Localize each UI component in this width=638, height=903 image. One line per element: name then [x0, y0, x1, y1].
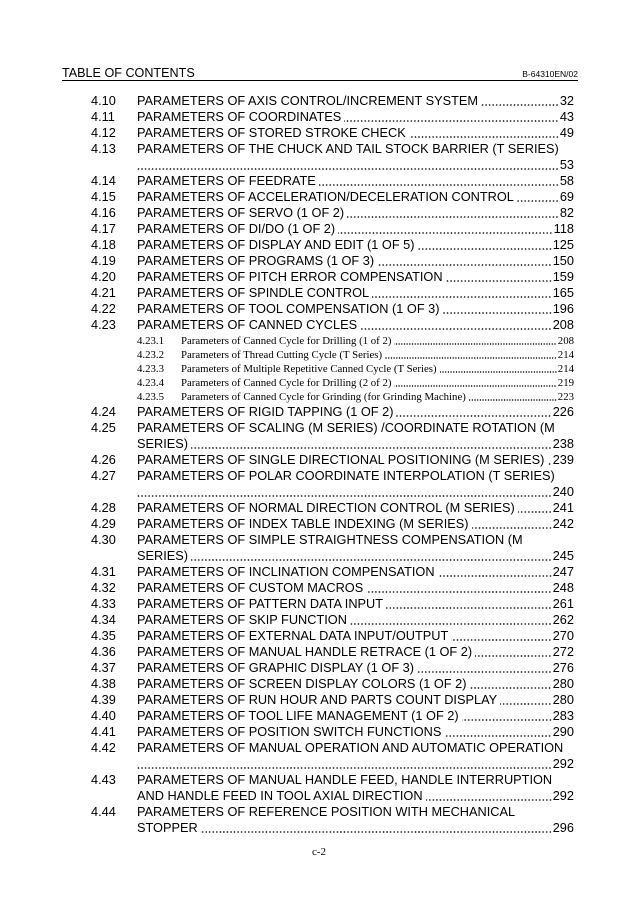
subentry-title: Parameters of Canned Cycle for Drilling (1 of 2)	[181, 335, 392, 347]
entry-page-number: 240	[552, 484, 574, 499]
toc-entry-line	[91, 301, 574, 317]
toc-entry-line	[91, 676, 574, 692]
toc-entry[interactable]	[91, 804, 574, 836]
dot-leader	[347, 216, 559, 218]
subentry-number: 4.23.2	[137, 349, 164, 361]
toc-entry[interactable]	[91, 109, 574, 125]
entry-number: 4.30	[91, 532, 116, 547]
dot-leader	[517, 200, 559, 202]
entry-number: 4.13	[91, 141, 116, 156]
toc-entry-continuation-line	[91, 157, 574, 173]
table-of-contents	[91, 93, 574, 836]
toc-entry-line	[91, 596, 574, 612]
dot-leader	[191, 447, 552, 449]
dot-leader	[472, 527, 552, 529]
entry-number: 4.11	[91, 109, 115, 124]
dot-leader	[426, 799, 552, 801]
subentry-title: Parameters of Canned Cycle for Grinding (for Grinding Machine)	[181, 391, 466, 403]
entry-number: 4.22	[91, 301, 116, 316]
entry-title: PARAMETERS OF SPINDLE CONTROL	[137, 285, 370, 300]
subentry-page-number: 223	[557, 391, 574, 403]
dot-leader	[137, 767, 552, 769]
toc-entry-line	[91, 708, 574, 724]
entry-page-number: 165	[552, 285, 574, 300]
entry-number: 4.39	[91, 692, 116, 707]
entry-title: AND HANDLE FEED IN TOOL AXIAL DIRECTION	[137, 788, 423, 803]
toc-entry-line	[91, 420, 574, 436]
subentry-number: 4.23.5	[137, 391, 164, 403]
toc-entry[interactable]	[91, 93, 574, 109]
entry-number: 4.23	[91, 317, 116, 332]
subentry-title: Parameters of Thread Cutting Cycle (T Series)	[181, 349, 383, 361]
entry-title: PARAMETERS OF THE CHUCK AND TAIL STOCK BARRIER (T SERIES)	[137, 141, 559, 156]
entry-page-number: 32	[559, 93, 574, 108]
dot-leader	[469, 687, 551, 689]
dot-leader	[366, 591, 552, 593]
toc-entry-continuation-line	[91, 756, 574, 772]
toc-entry[interactable]	[91, 564, 574, 580]
toc-entry-line	[91, 468, 574, 484]
dot-leader	[319, 184, 559, 186]
entry-number: 4.34	[91, 612, 116, 627]
toc-entry[interactable]	[91, 452, 574, 468]
dot-leader	[394, 385, 556, 387]
dot-leader	[377, 264, 552, 266]
entry-number: 4.28	[91, 500, 116, 515]
toc-entry[interactable]	[91, 301, 574, 317]
entry-title: PARAMETERS OF SIMPLE STRAIGHTNESS COMPENSATION (M	[137, 532, 523, 547]
entry-page-number: 159	[552, 269, 574, 284]
entry-page-number: 292	[552, 756, 574, 771]
dot-leader	[137, 495, 552, 497]
toc-entry[interactable]	[91, 173, 574, 189]
entry-page-number: 226	[552, 404, 574, 419]
page-number-footer: c-2	[311, 846, 327, 858]
entry-page-number: 53	[559, 157, 574, 172]
entry-page-number: 292	[552, 788, 574, 803]
toc-entry[interactable]	[91, 269, 574, 285]
dot-leader	[385, 357, 557, 359]
toc-entry[interactable]	[91, 317, 574, 333]
dot-leader	[338, 232, 553, 234]
toc-entry-line	[91, 125, 574, 141]
subentry-title: Parameters of Canned Cycle for Drilling (2 of 2)	[181, 377, 392, 389]
toc-entry-line	[91, 692, 574, 708]
subentry-title: Parameters of Multiple Repetitive Canned Cycle (T Series)	[181, 363, 437, 375]
toc-entry-line	[91, 516, 574, 532]
entry-title: PARAMETERS OF INDEX TABLE INDEXING (M SERIES)	[137, 516, 469, 531]
entry-title: PARAMETERS OF REFERENCE POSITION WITH MECHANICAL	[137, 804, 516, 819]
toc-entry-line	[91, 221, 574, 237]
entry-page-number: 276	[552, 660, 574, 675]
toc-entry[interactable]	[91, 692, 574, 708]
toc-entry[interactable]	[91, 580, 574, 596]
entry-page-number: 245	[552, 548, 574, 563]
entry-title: PARAMETERS OF GRAPHIC DISPLAY (1 OF 3)	[137, 660, 415, 675]
dot-leader	[475, 655, 552, 657]
toc-entry[interactable]	[91, 221, 574, 237]
toc-entry-continuation-line	[91, 484, 574, 500]
toc-entry-line	[91, 772, 574, 788]
toc-subentry[interactable]	[91, 348, 574, 362]
dot-leader	[386, 607, 552, 609]
entry-page-number: 82	[559, 205, 574, 220]
entry-title: PARAMETERS OF EXTERNAL DATA INPUT/OUTPUT	[137, 628, 449, 643]
entry-number: 4.14	[91, 173, 116, 188]
toc-subentry[interactable]	[91, 334, 574, 348]
entry-page-number: 118	[553, 221, 574, 236]
toc-entry-continuation-line	[91, 788, 574, 804]
toc-entry[interactable]	[91, 612, 574, 628]
toc-entry[interactable]	[91, 772, 574, 804]
entry-title: PARAMETERS OF POSITION SWITCH FUNCTIONS	[137, 724, 442, 739]
dot-leader	[372, 296, 552, 298]
toc-entry-line	[91, 109, 574, 125]
entry-number: 4.44	[91, 804, 116, 819]
toc-entry-line	[91, 93, 574, 109]
subentry-page-number: 208	[557, 335, 574, 347]
toc-entry[interactable]	[91, 596, 574, 612]
dot-leader	[469, 399, 557, 401]
toc-entry-line	[91, 205, 574, 221]
entry-title: PARAMETERS OF NORMAL DIRECTION CONTROL (M SERIES)	[137, 500, 515, 515]
entry-number: 4.21	[91, 285, 116, 300]
entry-number: 4.31	[91, 564, 116, 579]
entry-number: 4.43	[91, 772, 116, 787]
entry-title: PARAMETERS OF STORED STROKE CHECK	[137, 125, 406, 140]
entry-title: PARAMETERS OF COORDINATES	[137, 109, 342, 124]
toc-entry[interactable]	[91, 189, 574, 205]
subentry-number: 4.23.4	[137, 377, 164, 389]
toc-entry-line	[91, 173, 574, 189]
dot-leader	[137, 168, 559, 170]
dot-leader	[438, 575, 552, 577]
toc-entry[interactable]	[91, 125, 574, 141]
entry-title: PARAMETERS OF SCALING (M SERIES) /COORDINATE ROTATION (M	[137, 420, 555, 435]
header-rule	[62, 80, 578, 81]
toc-entry[interactable]	[91, 205, 574, 221]
subentry-page-number: 214	[557, 363, 574, 375]
header-title: TABLE OF CONTENTS	[62, 66, 195, 80]
dot-leader	[409, 136, 559, 138]
entry-title: PARAMETERS OF PITCH ERROR COMPENSATION	[137, 269, 443, 284]
toc-entry[interactable]	[91, 516, 574, 532]
entry-number: 4.29	[91, 516, 116, 531]
entry-title: STOPPER	[137, 820, 198, 835]
toc-entry[interactable]	[91, 141, 574, 173]
entry-title: PARAMETERS OF MANUAL OPERATION AND AUTOMATIC OPERATION	[137, 740, 564, 755]
entry-number: 4.18	[91, 237, 116, 252]
dot-leader	[360, 328, 552, 330]
entry-page-number: 280	[552, 676, 574, 691]
dot-leader	[201, 831, 552, 833]
entry-title: PARAMETERS OF SERVO (1 OF 2)	[137, 205, 345, 220]
entry-title: PARAMETERS OF PATTERN DATA INPUT	[137, 596, 384, 611]
entry-page-number: 208	[552, 317, 574, 332]
entry-page-number: 272	[552, 644, 574, 659]
entry-number: 4.15	[91, 189, 116, 204]
toc-entry-line	[91, 404, 574, 420]
entry-title: PARAMETERS OF TOOL COMPENSATION (1 OF 3)	[137, 301, 440, 316]
subentry-number: 4.23.1	[137, 335, 164, 347]
toc-entry-line	[91, 189, 574, 205]
toc-entry-line	[91, 612, 574, 628]
document-code: B-64310EN/02	[522, 69, 578, 79]
toc-entry[interactable]	[91, 628, 574, 644]
entry-title: PARAMETERS OF POLAR COORDINATE INTERPOLATION (T SERIES)	[137, 468, 555, 483]
entry-title: SERIES)	[137, 436, 189, 451]
entry-page-number: 238	[552, 436, 574, 451]
toc-entry-line	[91, 532, 574, 548]
toc-entry[interactable]	[91, 285, 574, 301]
subentry-page-number: 219	[557, 377, 574, 389]
entry-title: PARAMETERS OF PROGRAMS (1 OF 3)	[137, 253, 375, 268]
dot-leader	[446, 280, 552, 282]
entry-number: 4.33	[91, 596, 116, 611]
subentry-page-number: 214	[557, 349, 574, 361]
dot-leader	[440, 371, 557, 373]
entry-page-number: 262	[552, 612, 574, 627]
dot-leader	[451, 639, 551, 641]
entry-page-number: 270	[552, 628, 574, 643]
toc-entry-line	[91, 660, 574, 676]
entry-page-number: 49	[559, 125, 574, 140]
entry-number: 4.38	[91, 676, 116, 691]
entry-page-number: 69	[559, 189, 574, 204]
toc-entry-line	[91, 237, 574, 253]
toc-entry[interactable]	[91, 708, 574, 724]
entry-number: 4.16	[91, 205, 116, 220]
toc-subentry[interactable]	[91, 390, 574, 404]
entry-title: PARAMETERS OF INCLINATION COMPENSATION	[137, 564, 435, 579]
toc-entry[interactable]	[91, 676, 574, 692]
toc-entry-continuation-line	[91, 436, 574, 452]
entry-number: 4.37	[91, 660, 116, 675]
entry-page-number: 261	[552, 596, 574, 611]
toc-entry-line	[91, 141, 574, 157]
entry-title: PARAMETERS OF DI/DO (1 OF 2)	[137, 221, 336, 236]
entry-page-number: 239	[552, 452, 574, 467]
entry-title: PARAMETERS OF ACCELERATION/DECELERATION CONTROL	[137, 189, 514, 204]
subentry-list	[91, 333, 574, 404]
toc-entry[interactable]	[91, 404, 574, 420]
dot-leader	[394, 343, 556, 345]
toc-entry-line	[91, 628, 574, 644]
entry-title: PARAMETERS OF RIGID TAPPING (1 OF 2)	[137, 404, 394, 419]
toc-entry-continuation-line	[91, 548, 574, 564]
dot-leader	[417, 671, 552, 673]
entry-number: 4.35	[91, 628, 116, 643]
toc-entry-line	[91, 564, 574, 580]
entry-number: 4.24	[91, 404, 116, 419]
entry-page-number: 296	[552, 820, 574, 835]
entry-title: PARAMETERS OF SCREEN DISPLAY COLORS (1 OF 2)	[137, 676, 467, 691]
dot-leader	[518, 511, 552, 513]
dot-leader	[462, 719, 552, 721]
entry-number: 4.36	[91, 644, 116, 659]
toc-entry-line	[91, 724, 574, 740]
dot-leader	[350, 623, 552, 625]
entry-number: 4.25	[91, 420, 116, 435]
toc-entry-line	[91, 253, 574, 269]
entry-page-number: 242	[552, 516, 574, 531]
entry-page-number: 150	[552, 253, 574, 268]
entry-page-number: 280	[552, 692, 574, 707]
entry-page-number: 283	[552, 708, 574, 723]
entry-title: PARAMETERS OF AXIS CONTROL/INCREMENT SYSTEM	[137, 93, 478, 108]
toc-entry[interactable]	[91, 237, 574, 253]
entry-page-number: 125	[552, 237, 574, 252]
entry-number: 4.41	[91, 724, 116, 739]
entry-title: PARAMETERS OF CANNED CYCLES	[137, 317, 358, 332]
toc-entry[interactable]	[91, 644, 574, 660]
toc-entry[interactable]	[91, 500, 574, 516]
entry-number: 4.32	[91, 580, 116, 595]
entry-title: SERIES)	[137, 548, 189, 563]
entry-title: PARAMETERS OF CUSTOM MACROS	[137, 580, 364, 595]
entry-page-number: 290	[552, 724, 574, 739]
entry-number: 4.27	[91, 468, 116, 483]
entry-title: PARAMETERS OF TOOL LIFE MANAGEMENT (1 OF 2)	[137, 708, 459, 723]
toc-entry-line	[91, 452, 574, 468]
toc-subentry[interactable]	[91, 376, 574, 390]
dot-leader	[444, 735, 551, 737]
dot-leader	[547, 463, 551, 465]
dot-leader	[396, 415, 551, 417]
entry-number: 4.10	[91, 93, 116, 108]
subentry-number: 4.23.3	[137, 363, 164, 375]
entry-title: PARAMETERS OF MANUAL HANDLE RETRACE (1 OF 2)	[137, 644, 473, 659]
entry-page-number: 241	[552, 500, 574, 515]
toc-subentry[interactable]	[91, 362, 574, 376]
toc-entry[interactable]	[91, 532, 574, 564]
toc-entry[interactable]	[91, 253, 574, 269]
dot-leader	[344, 120, 559, 122]
toc-entry-line	[91, 500, 574, 516]
toc-entry-line	[91, 269, 574, 285]
toc-entry-line	[91, 740, 574, 756]
toc-entry[interactable]	[91, 724, 574, 740]
entry-page-number: 247	[552, 564, 574, 579]
entry-title: PARAMETERS OF SINGLE DIRECTIONAL POSITIONING (M SERIES)	[137, 452, 545, 467]
entry-page-number: 58	[559, 173, 574, 188]
dot-leader	[481, 104, 559, 106]
dot-leader	[443, 312, 552, 314]
toc-entry-line	[91, 644, 574, 660]
dot-leader	[500, 703, 552, 705]
entry-page-number: 196	[552, 301, 574, 316]
entry-number: 4.12	[91, 125, 116, 140]
toc-entry[interactable]	[91, 420, 574, 452]
toc-entry-line	[91, 317, 574, 333]
entry-number: 4.42	[91, 740, 116, 755]
entry-page-number: 248	[552, 580, 574, 595]
entry-title: PARAMETERS OF SKIP FUNCTION	[137, 612, 347, 627]
entry-title: PARAMETERS OF FEEDRATE	[137, 173, 316, 188]
toc-entry-continuation-line	[91, 820, 574, 836]
entry-number: 4.40	[91, 708, 116, 723]
entry-title: PARAMETERS OF DISPLAY AND EDIT (1 OF 5)	[137, 237, 415, 252]
entry-page-number: 43	[559, 109, 574, 124]
dot-leader	[191, 559, 552, 561]
toc-entry-line	[91, 285, 574, 301]
toc-entry[interactable]	[91, 660, 574, 676]
entry-number: 4.17	[91, 221, 116, 236]
dot-leader	[418, 248, 552, 250]
entry-number: 4.19	[91, 253, 116, 268]
entry-number: 4.20	[91, 269, 116, 284]
toc-entry-line	[91, 804, 574, 820]
toc-entry-line	[91, 580, 574, 596]
toc-entry[interactable]	[91, 468, 574, 500]
entry-number: 4.26	[91, 452, 116, 467]
entry-title: PARAMETERS OF MANUAL HANDLE FEED, HANDLE INTERRUPTION	[137, 772, 553, 787]
entry-title: PARAMETERS OF RUN HOUR AND PARTS COUNT DISPLAY	[137, 692, 498, 707]
toc-entry[interactable]	[91, 740, 574, 772]
